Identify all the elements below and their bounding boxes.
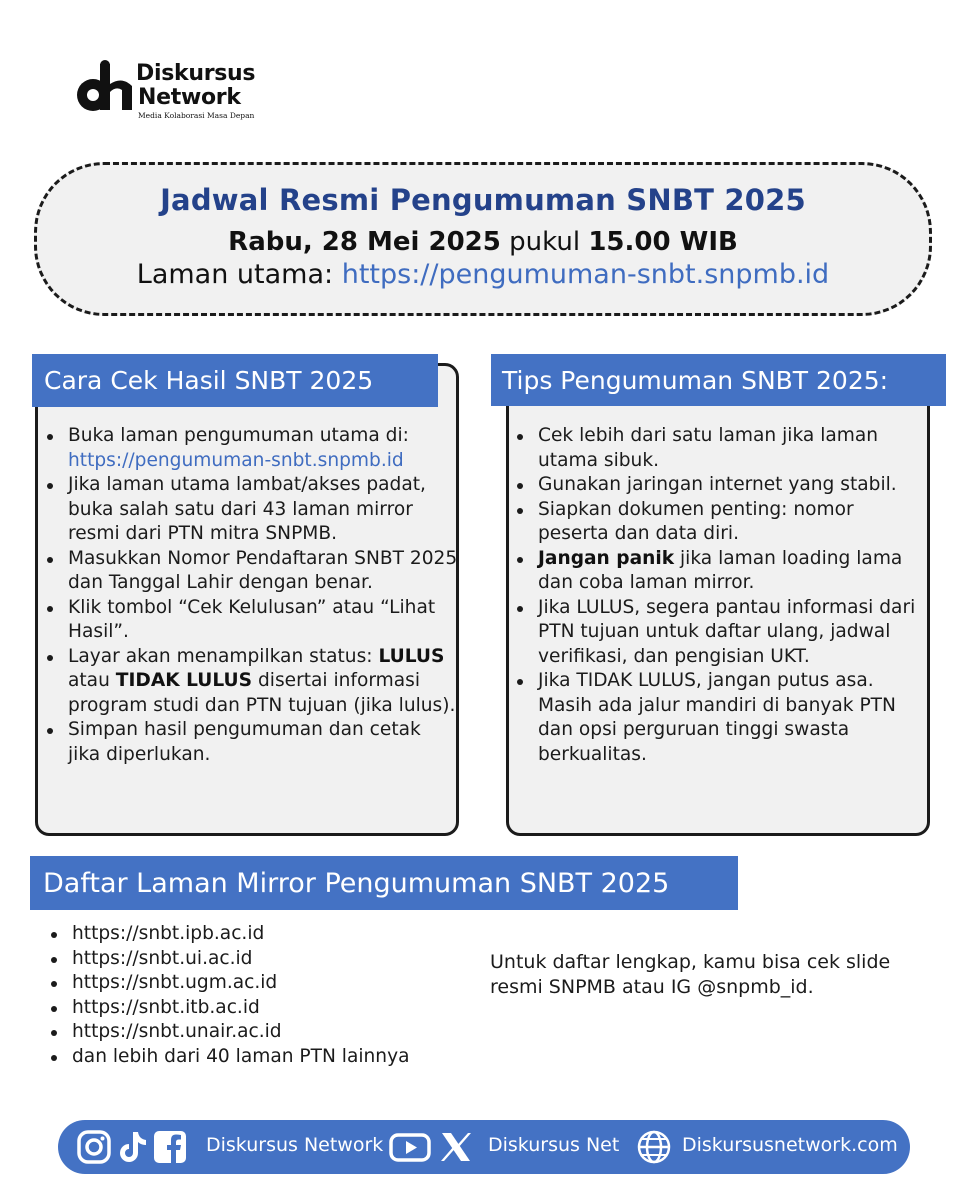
- cara-cek-item5-post: disertai informasi program studi dan PTN tujuan (jika lulus).: [68, 670, 456, 716]
- cara-cek-item5-pre: Layar akan menampilkan status:: [68, 645, 379, 667]
- mirror-link[interactable]: https://snbt.ugm.ac.id: [42, 971, 482, 996]
- brand-logo: [76, 60, 276, 122]
- mirror-link[interactable]: https://snbt.ui.ac.id: [42, 947, 482, 972]
- list-item: Siapkan dokumen penting: nomor peserta dan data diri.: [508, 498, 928, 547]
- list-item: Jika LULUS, segera pantau informasi dari PTN tujuan untuk daftar ulang, jadwal verifikasi, dan pengisian UKT.: [508, 596, 928, 670]
- list-item: Masukkan Nomor Pendaftaran SNBT 2025 dan Tanggal Lahir dengan benar.: [38, 547, 458, 596]
- mirror-link[interactable]: https://snbt.unair.ac.id: [42, 1020, 482, 1045]
- cara-cek-list: [38, 424, 458, 767]
- header-title: Jadwal Resmi Pengumuman SNBT 2025: [160, 183, 806, 217]
- header-url-link[interactable]: https://pengumuman-snbt.snpmb.id: [341, 259, 830, 290]
- tips-list: [508, 424, 928, 767]
- cara-cek-item5-mid: atau: [68, 670, 116, 691]
- globe-icon[interactable]: [636, 1129, 672, 1165]
- facebook-icon[interactable]: [152, 1129, 188, 1165]
- brand-tagline: Media Kolaborasi Masa Depan: [138, 111, 255, 120]
- cara-cek-title: Cara Cek Hasil SNBT 2025: [32, 354, 438, 407]
- status-lulus: LULUS: [378, 645, 445, 667]
- cara-cek-item1-link[interactable]: https://pengumuman-snbt.snpmb.id: [68, 449, 404, 471]
- tips-item4-bold: Jangan panik: [538, 547, 675, 569]
- header-time: 15.00 WIB: [588, 227, 738, 257]
- list-item: Klik tombol “Cek Kelulusan” atau “Lihat Hasil”.: [38, 596, 458, 645]
- brand-name-line1: Diskursus: [136, 61, 256, 86]
- list-item: Gunakan jaringan internet yang stabil.: [508, 473, 928, 498]
- header-date-line: [37, 227, 929, 257]
- status-tidak-lulus: TIDAK LULUS: [115, 670, 253, 691]
- list-item: [38, 645, 458, 719]
- youtube-icon[interactable]: [388, 1129, 432, 1165]
- header-url-line: [37, 259, 929, 290]
- mirror-note: Untuk daftar lengkap, kamu bisa cek slide resmi SNPMB atau IG @snpmb_id.: [490, 951, 891, 998]
- tips-title: Tips Pengumuman SNBT 2025:: [491, 354, 946, 406]
- list-item: dan lebih dari 40 laman PTN lainnya: [42, 1045, 482, 1070]
- list-item: Jika laman utama lambat/akses padat, buka salah satu dari 43 laman mirror resmi dari PTN mitra SNPMB.: [38, 473, 458, 547]
- instagram-icon[interactable]: [76, 1129, 112, 1165]
- footer-website[interactable]: Diskursusnetwork.com: [682, 1134, 898, 1156]
- brand-logo-mark-icon: [76, 60, 138, 116]
- footer-social-handle[interactable]: Diskursus Net: [488, 1134, 620, 1156]
- cara-cek-item1-text: Buka laman pengumuman utama di:: [68, 425, 409, 446]
- list-item: Simpan hasil pengumuman dan cetak jika diperlukan.: [38, 718, 458, 767]
- mirror-list: [42, 922, 482, 1069]
- x-icon[interactable]: [438, 1129, 474, 1165]
- header-url-label: Laman utama:: [136, 259, 342, 290]
- list-item: [38, 424, 458, 473]
- header-date: Rabu, 28 Mei 2025: [228, 227, 501, 257]
- list-item: Cek lebih dari satu laman jika laman utama sibuk.: [508, 424, 928, 473]
- tiktok-icon[interactable]: [114, 1129, 150, 1165]
- footer-social-bar: [58, 1120, 910, 1174]
- tips-item4-rest: jika laman loading lama dan coba laman mirror.: [538, 547, 903, 593]
- header-date-mid: pukul: [500, 227, 589, 257]
- footer-social-name[interactable]: Diskursus Network: [206, 1134, 384, 1156]
- list-item: Jika TIDAK LULUS, jangan putus asa. Masih ada jalur mandiri di banyak PTN dan opsi perguruan tinggi swasta berkualitas.: [508, 669, 928, 767]
- mirror-link[interactable]: https://snbt.ipb.ac.id: [42, 922, 482, 947]
- mirror-title: Daftar Laman Mirror Pengumuman SNBT 2025: [30, 856, 738, 910]
- list-item: [508, 547, 928, 596]
- announcement-header: [34, 162, 932, 316]
- mirror-link[interactable]: https://snbt.itb.ac.id: [42, 996, 482, 1021]
- brand-name-line2: Network: [138, 85, 241, 110]
